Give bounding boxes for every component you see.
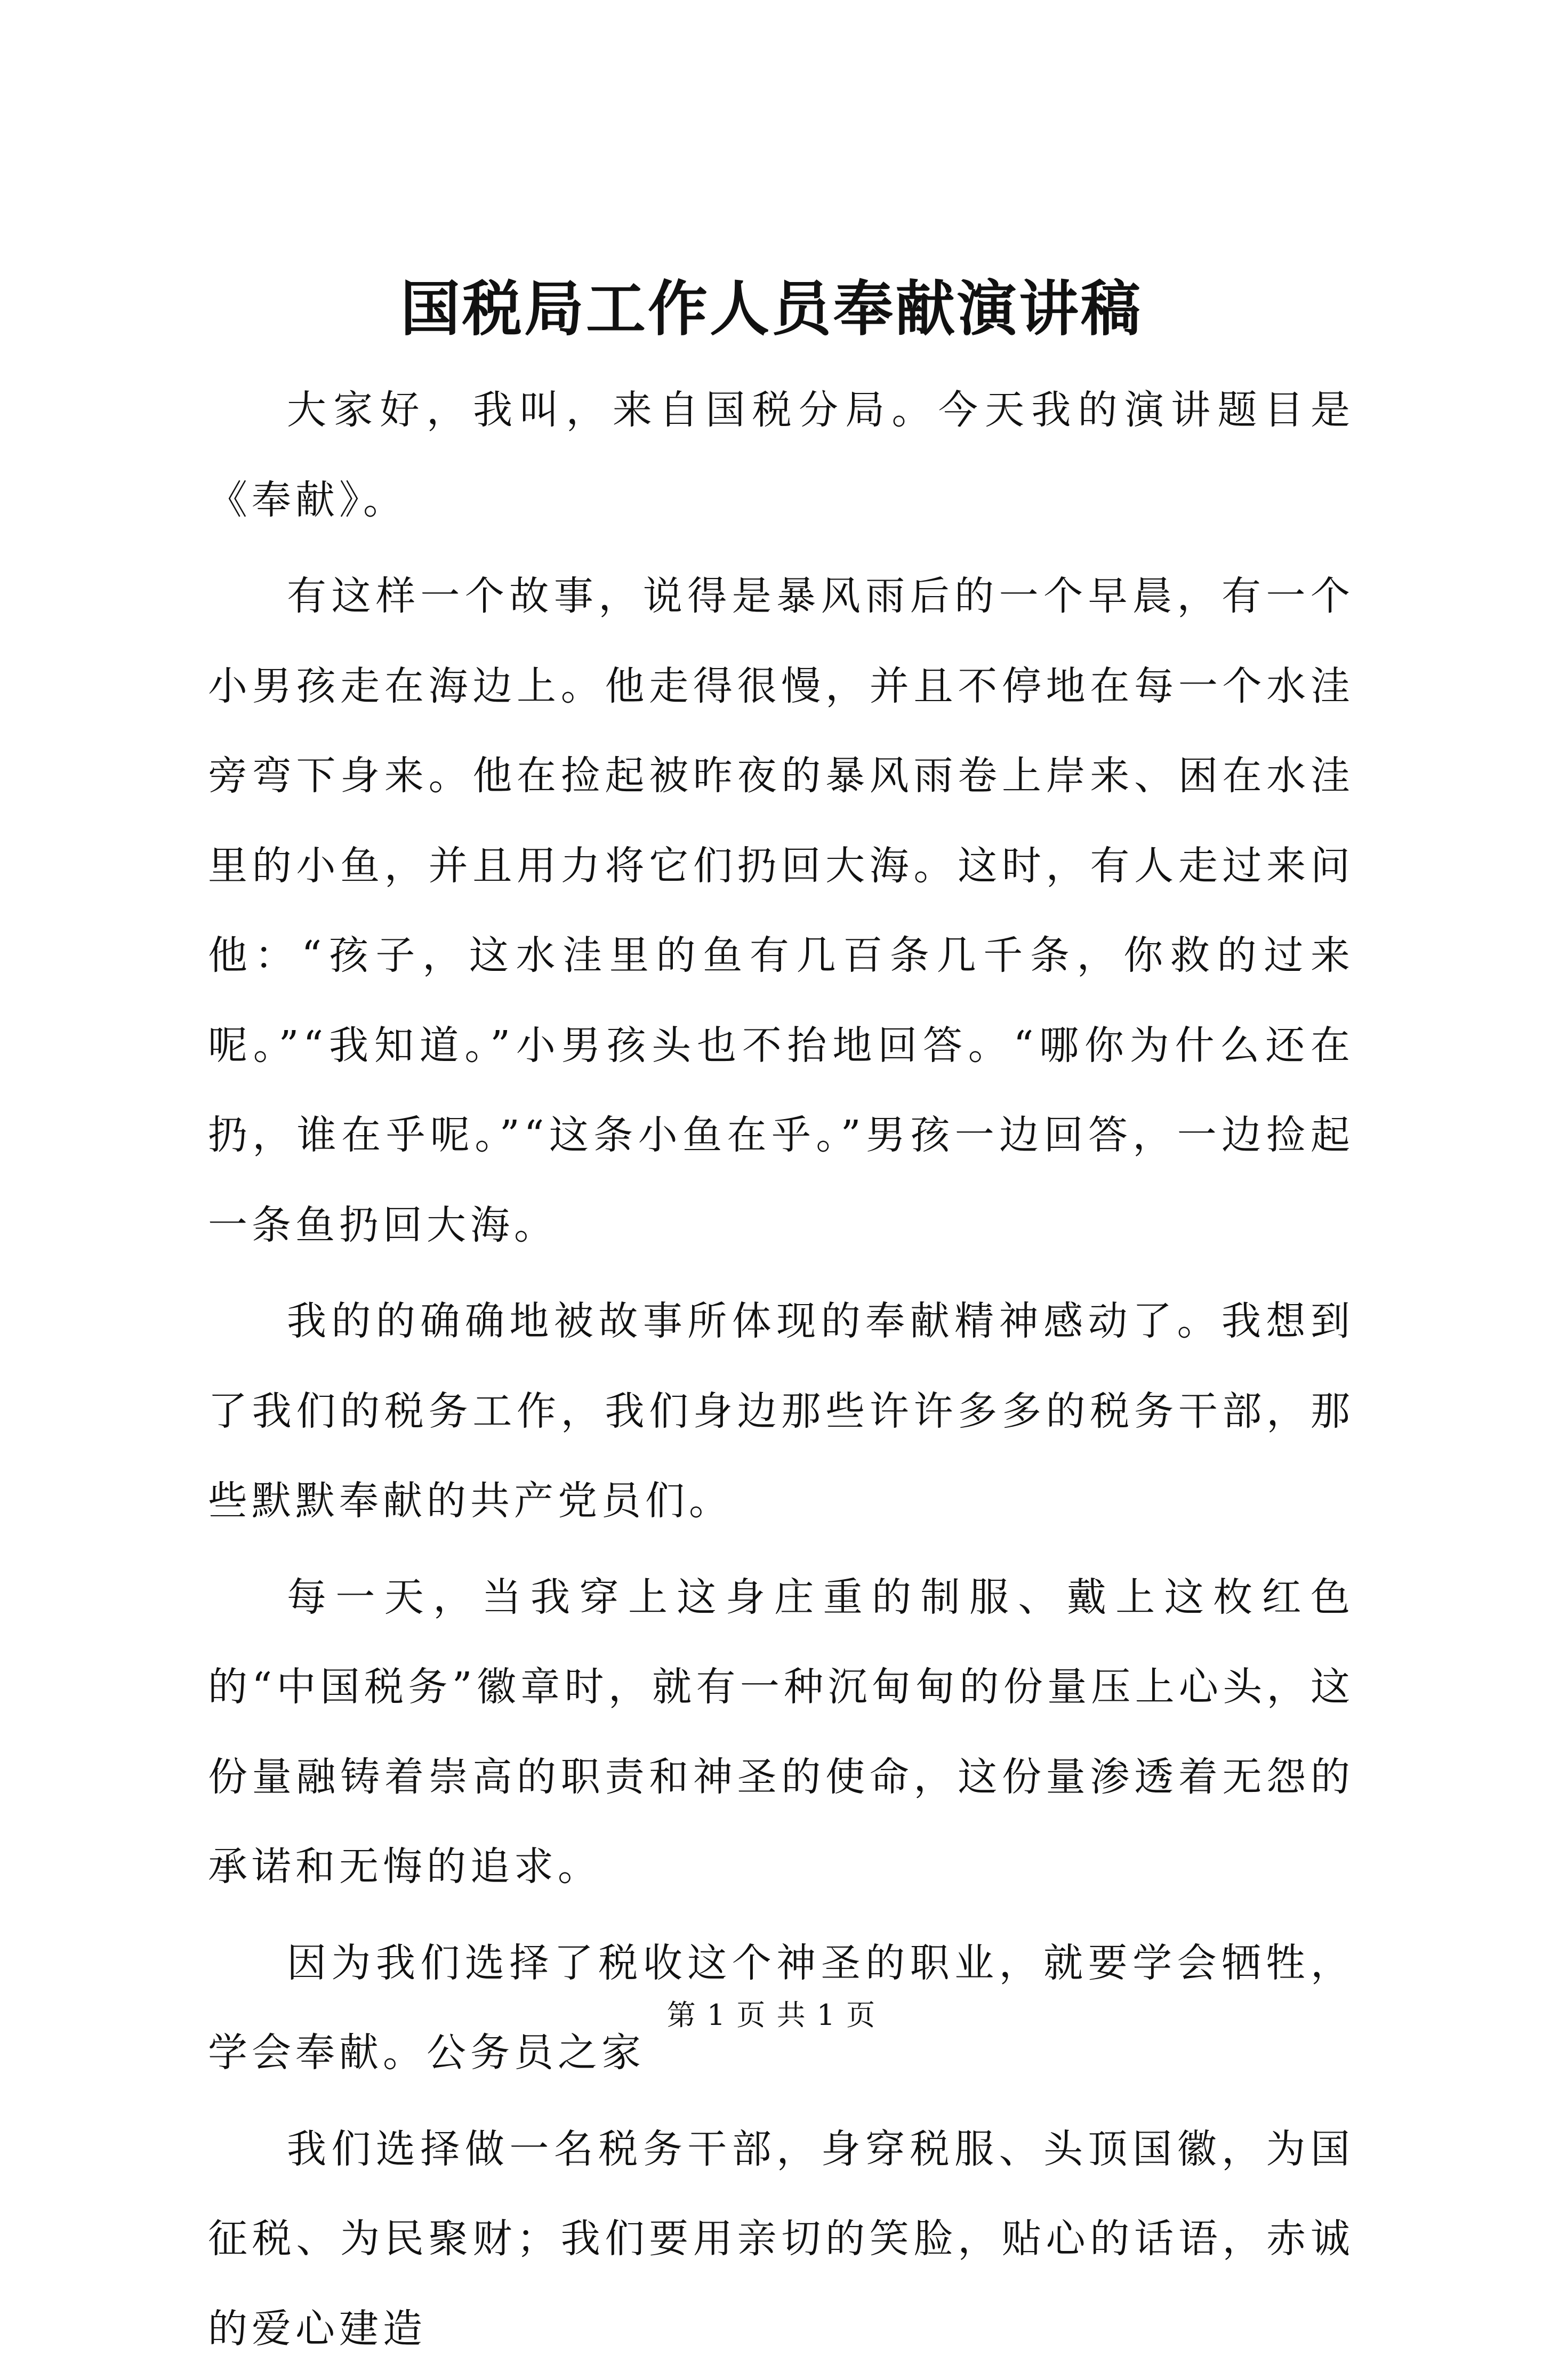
paragraph-5: 因为我们选择了税收这个神圣的职业，就要学会牺牲，学会奉献。公务员之家 xyxy=(208,1940,1354,2076)
document-body xyxy=(208,365,1354,2380)
paragraph-3: 我的的确确地被故事所体现的奉献精神感动了。我想到了我们的税务工作，我们身边那些许许多多的税务干部，那些默默奉献的共产党员们。 xyxy=(208,1298,1354,1524)
page-footer: 第 1 页 共 1 页 xyxy=(666,1998,877,2032)
paragraph-6: 我们选择做一名税务干部，身穿税服、头顶国徽，为国征税、为民聚财；我们要用亲切的笑脸，贴心的话语，赤诚的爱心建造 xyxy=(208,2126,1354,2352)
paragraph-1: 大家好，我叫，来自国税分局。今天我的演讲题目是《奉献》。 xyxy=(208,387,1354,523)
document-title: 国税局工作人员奉献演讲稿 xyxy=(400,274,1143,344)
paragraph-4: 每一天，当我穿上这身庄重的制服、戴上这枚红色的“中国税务”徽章时，就有一种沉甸甸的份量压上心头，这份量融铸着崇高的职责和神圣的使命，这份量渗透着无怨的承诺和无悔的追求。 xyxy=(208,1574,1354,1889)
paragraph-2: 有这样一个故事，说得是暴风雨后的一个早晨，有一个小男孩走在海边上。他走得很慢，并且不停地在每一个水洼旁弯下身来。他在捡起被昨夜的暴风雨卷上岸来、困在水洼里的小鱼，并且用力将它们扔回大海。这时，有人走过来问他：“孩子，这水洼里的鱼有几百条几千条，你救的过来呢。”“我知道。”小男孩头也不抬地回答。“哪你为什么还在扔，谁在乎呢。”“这条小鱼在乎。”男孩一边回答，一边捡起一条鱼扔回大海。 xyxy=(208,573,1354,1248)
